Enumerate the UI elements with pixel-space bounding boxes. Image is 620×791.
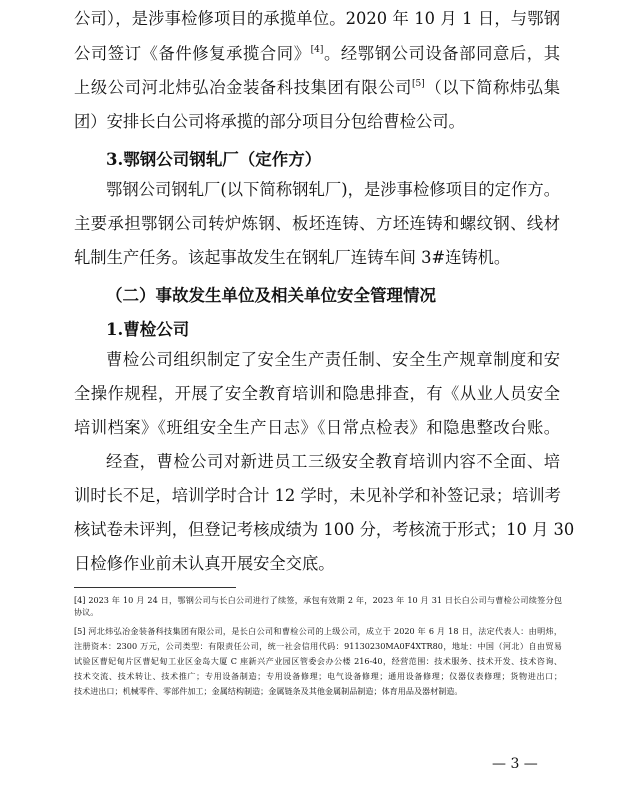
subsection-heading: 1.曹检公司 [106, 320, 190, 339]
body-line: 鄂钢公司钢轧厂(以下简称钢轧厂)，是涉事检修项目的定作方。 [106, 180, 560, 199]
body-line: 上级公司河北炜弘冶金装备科技集团有限公司[5]（以下简称炜弘集 [74, 78, 560, 97]
body-line: 日检修作业前未认真开展安全交底。 [74, 554, 335, 573]
footnote-4-cont: 协议。 [74, 607, 99, 617]
footnote-5-cont: 注册资本：2300 万元，公司类型：有限责任公司，统一社会信用代码：91130230MA0F4XTR80，地址：中国（河北）自由贸易 [74, 641, 562, 651]
footnote-divider [74, 587, 236, 588]
footnote-ref-5[interactable]: [5] [412, 79, 425, 89]
subsection-heading: 3.鄂钢公司钢轧厂（定作方） [106, 150, 322, 169]
body-line: 公司），是涉事检修项目的承揽单位。2020 年 10 月 1 日，与鄂钢 [74, 9, 560, 28]
page-number: — 3 — [492, 756, 538, 772]
body-line: 团）安排长白公司将承揽的部分项目分包给曹检公司。 [74, 112, 465, 131]
body-line: 曹检公司组织制定了安全生产责任制、安全生产规章制度和安 [106, 350, 560, 369]
footnote-5-cont: 试验区曹妃甸片区曹妃甸工业区金岛大厦 C 座新兴产业园区管委会办公楼 216-40，经营范围：技术服务、技术开发、技术咨询、 [74, 656, 562, 666]
body-line: 核试卷未评判，但登记考核成绩为 100 分，考核流于形式；10 月 30 [74, 520, 575, 539]
footnote-ref-4[interactable]: [4] [310, 45, 324, 55]
body-line: 经查，曹检公司对新进员工三级安全教育培训内容不全面、培 [106, 452, 560, 471]
footnote-5: [5] 河北炜弘冶金装备科技集团有限公司，是长白公司和曹检公司的上级公司，成立于 2020 年 6 月 18 日，法定代表人：由明炜， [74, 626, 562, 636]
body-line: 轧制生产任务。该起事故发生在钢轧厂连铸车间 3#连铸机。 [74, 248, 511, 267]
body-line: 全操作规程，开展了安全教育培训和隐患排查，有《从业人员安全 [74, 384, 560, 403]
footnote-4: [4] 2023 年 10 月 24 日，鄂钢公司与长白公司进行了续签，承包有效期 2 年，2023 年 10 月 31 日长白公司与曹检公司续签分包 [74, 595, 562, 605]
body-line: 培训档案》《班组安全生产日志》《日常点检表》和隐患整改台账。 [74, 418, 560, 437]
footnote-5-cont: 技术进出口；机械零件、零部件加工；金属结构制造；金属链条及其他金属制品制造；体育用品及器材制造。 [74, 686, 463, 696]
body-line: 公司签订《备件修复承揽合同》[4]。经鄂钢公司设备部同意后，其 [74, 44, 560, 63]
body-line: 训时长不足，培训学时合计 12 学时，未见补学和补签记录；培训考 [74, 486, 561, 505]
section-heading: （二）事故发生单位及相关单位安全管理情况 [106, 286, 436, 305]
body-line: 主要承担鄂钢公司转炉炼钢、板坯连铸、方坯连铸和螺纹钢、线材 [74, 214, 560, 233]
footnote-5-cont: 技术交流、技术转让、技术推广；专用设备制造；专用设备修理；电气设备修理；通用设备修理；仪器仪表修理；货物进出口； [74, 671, 562, 681]
